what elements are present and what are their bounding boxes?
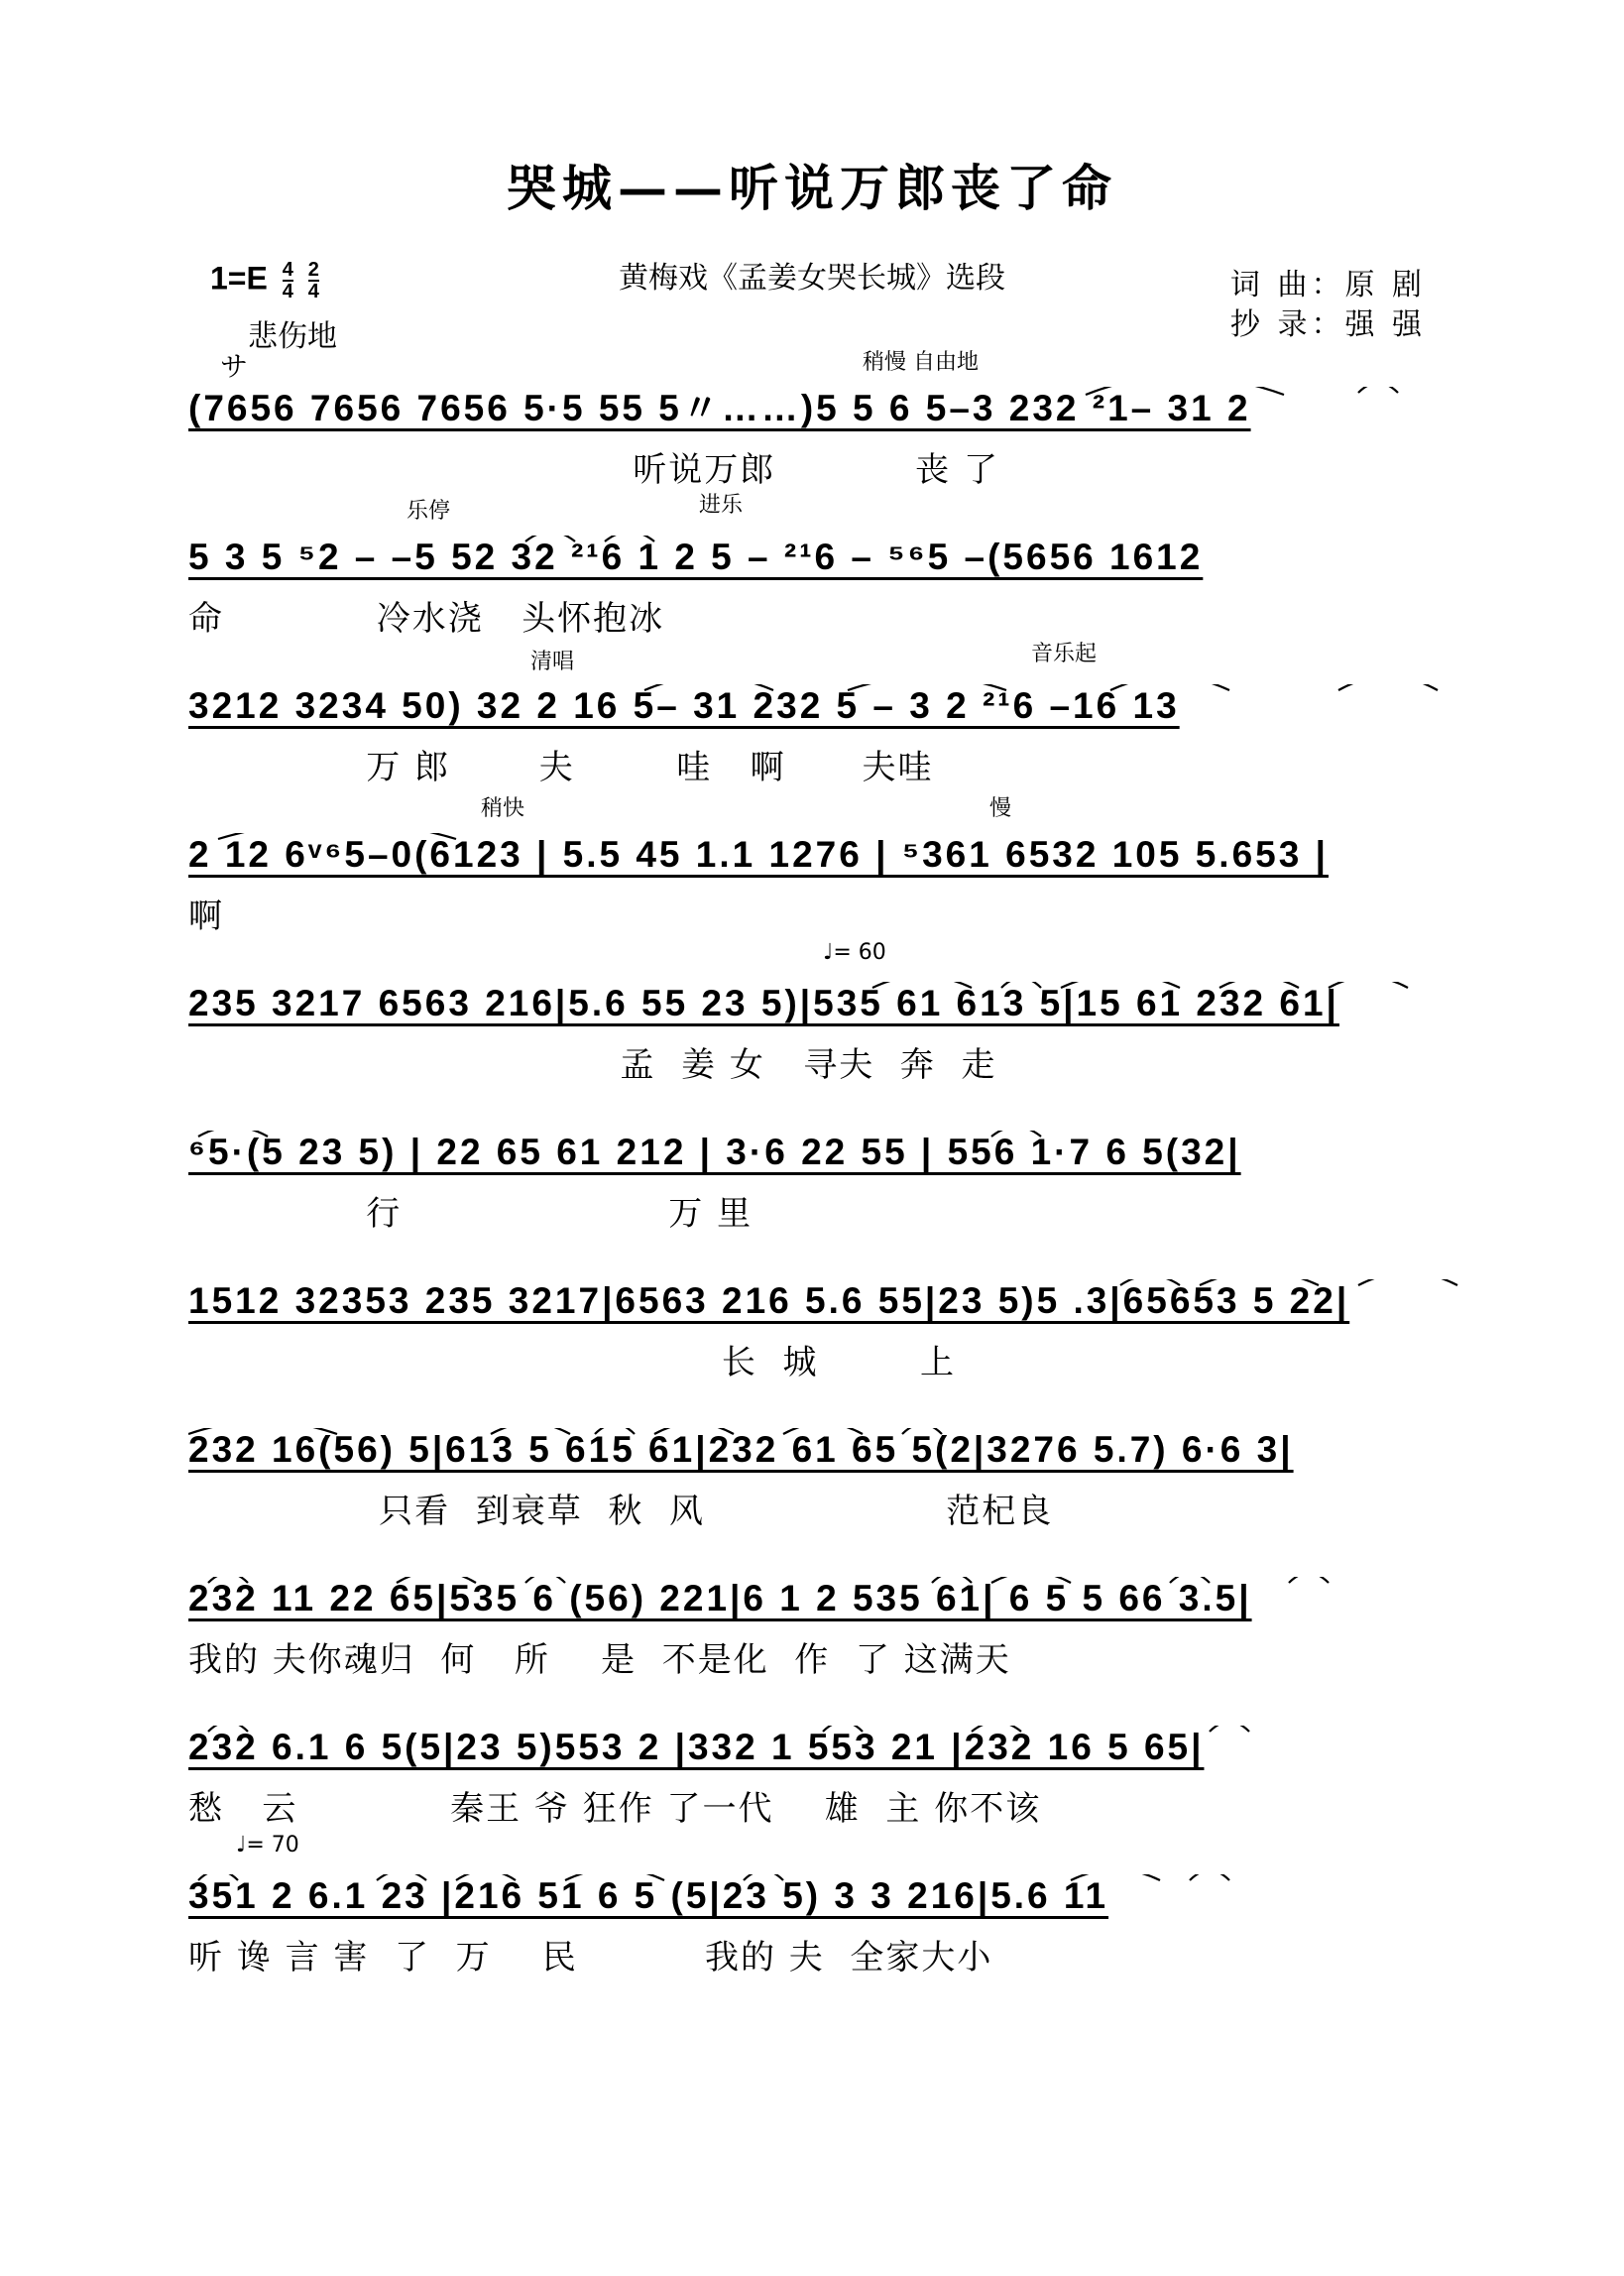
lyric-line: 只看 到衰草 秋 风 范杞良 xyxy=(188,1492,1054,1531)
notation-line: 1512 32353 235 3217|6563 216 5.6 55|23 5)5 .3|65653 5 22| xyxy=(188,1280,1350,1321)
lyric-line: 长 城 上 xyxy=(188,1343,956,1382)
lyric-line: 愁 云 秦王 爷 狂作 了一代 雄 主 你不该 xyxy=(188,1789,1042,1829)
a-cappella-mark: 清唱 xyxy=(530,650,575,674)
notation-line: 232 6.1 6 5(5|23 5)553 2 |332 1 553 21 |232 16 5 65| xyxy=(188,1727,1205,1767)
time-signature-1: $\frac{4}{4}$ xyxy=(282,259,293,302)
song-subtitle: 黄梅戏《孟姜女哭长城》选段 xyxy=(619,261,1005,296)
lyric-line: 万 郎 夫 哇 啊 夫哇 xyxy=(188,748,934,787)
lyric-line: 听 谗 言 害 了 万 民 我的 夫 全家大小 xyxy=(188,1938,993,1977)
notation-line: 3212 3234 50) 32 2 16 5– 31 232 5 – 3 2 ²¹6 –16 13 xyxy=(188,685,1180,726)
notation-line: 235 3217 6563 216|5.6 55 23 5)|535 61 613 5|15 61 232 61| xyxy=(188,983,1339,1023)
music-begin-mark: 音乐起 xyxy=(1031,642,1098,666)
notation-line: (7656 7656 7656 5·5 55 5〃……)5 5 6 5–3 232 ²1– 31 2 xyxy=(188,388,1251,428)
credit-transcriber: 抄 录：强 强 xyxy=(1229,307,1426,342)
notation-line: 232 11 22 65|535 6 (56) 221|6 1 2 535 61| 6 5 5 66 3.5| xyxy=(188,1578,1252,1618)
notation-line: 351 2 6.1 23 |216 51 6 5 (5|23 5) 3 3 216|5.6 11 xyxy=(188,1875,1109,1916)
lyric-line: 我的 夫你魂归 何 所 是 不是化 作 了 这满天 xyxy=(188,1640,1011,1680)
slightly-faster-mark: 稍快 xyxy=(481,796,525,821)
lyric-line: 命 冷水浇 头怀抱冰 xyxy=(188,599,665,639)
tempo-instruction: 稍慢 自由地 xyxy=(863,350,979,375)
lyric-line: 啊 xyxy=(188,897,224,936)
expression-marking: 悲伤地 xyxy=(248,319,337,354)
lyric-line: 行 万 里 xyxy=(188,1194,754,1234)
music-stop-mark: 乐停 xyxy=(406,499,451,524)
free-tempo-mark: サ xyxy=(220,350,249,383)
lyric-line: 听说万郎 丧 了 xyxy=(188,450,999,490)
song-title: 哭城——听说万郎丧了命 xyxy=(507,159,1117,217)
notation-line: 232 16(56) 5|613 5 615 61|232 61 65 5(2|3276 5.7) 6·6 3| xyxy=(188,1429,1294,1470)
slow-mark: 慢 xyxy=(989,796,1012,821)
lyric-line: 孟 姜 女 寻夫 奔 走 xyxy=(188,1045,997,1085)
time-signature-2: $\frac{2}{4}$ xyxy=(307,259,319,302)
notation-line: 5 3 5 ⁵2 – –5 52 32 ²¹6 1 2 5 – ²¹6 – ⁵⁶5 –(5656 1612 xyxy=(188,537,1204,577)
metronome-mark: ♩= 70 xyxy=(236,1833,299,1857)
key-label: 1=E xyxy=(210,260,268,297)
credit-lyrics-music: 词 曲：原 剧 xyxy=(1229,268,1426,302)
notation-line: 2 12 6ᵛ⁶5–0(6123 | 5.5 45 1.1 1276 | ⁵361 6532 105 5.653 | xyxy=(188,834,1329,875)
metronome-mark: ♩= 60 xyxy=(823,940,886,965)
notation-line: ⁶5·(5 23 5) | 22 65 61 212 | 3·6 22 55 | 556 1·7 6 5(32| xyxy=(188,1132,1241,1172)
music-enter-mark: 进乐 xyxy=(699,493,744,518)
